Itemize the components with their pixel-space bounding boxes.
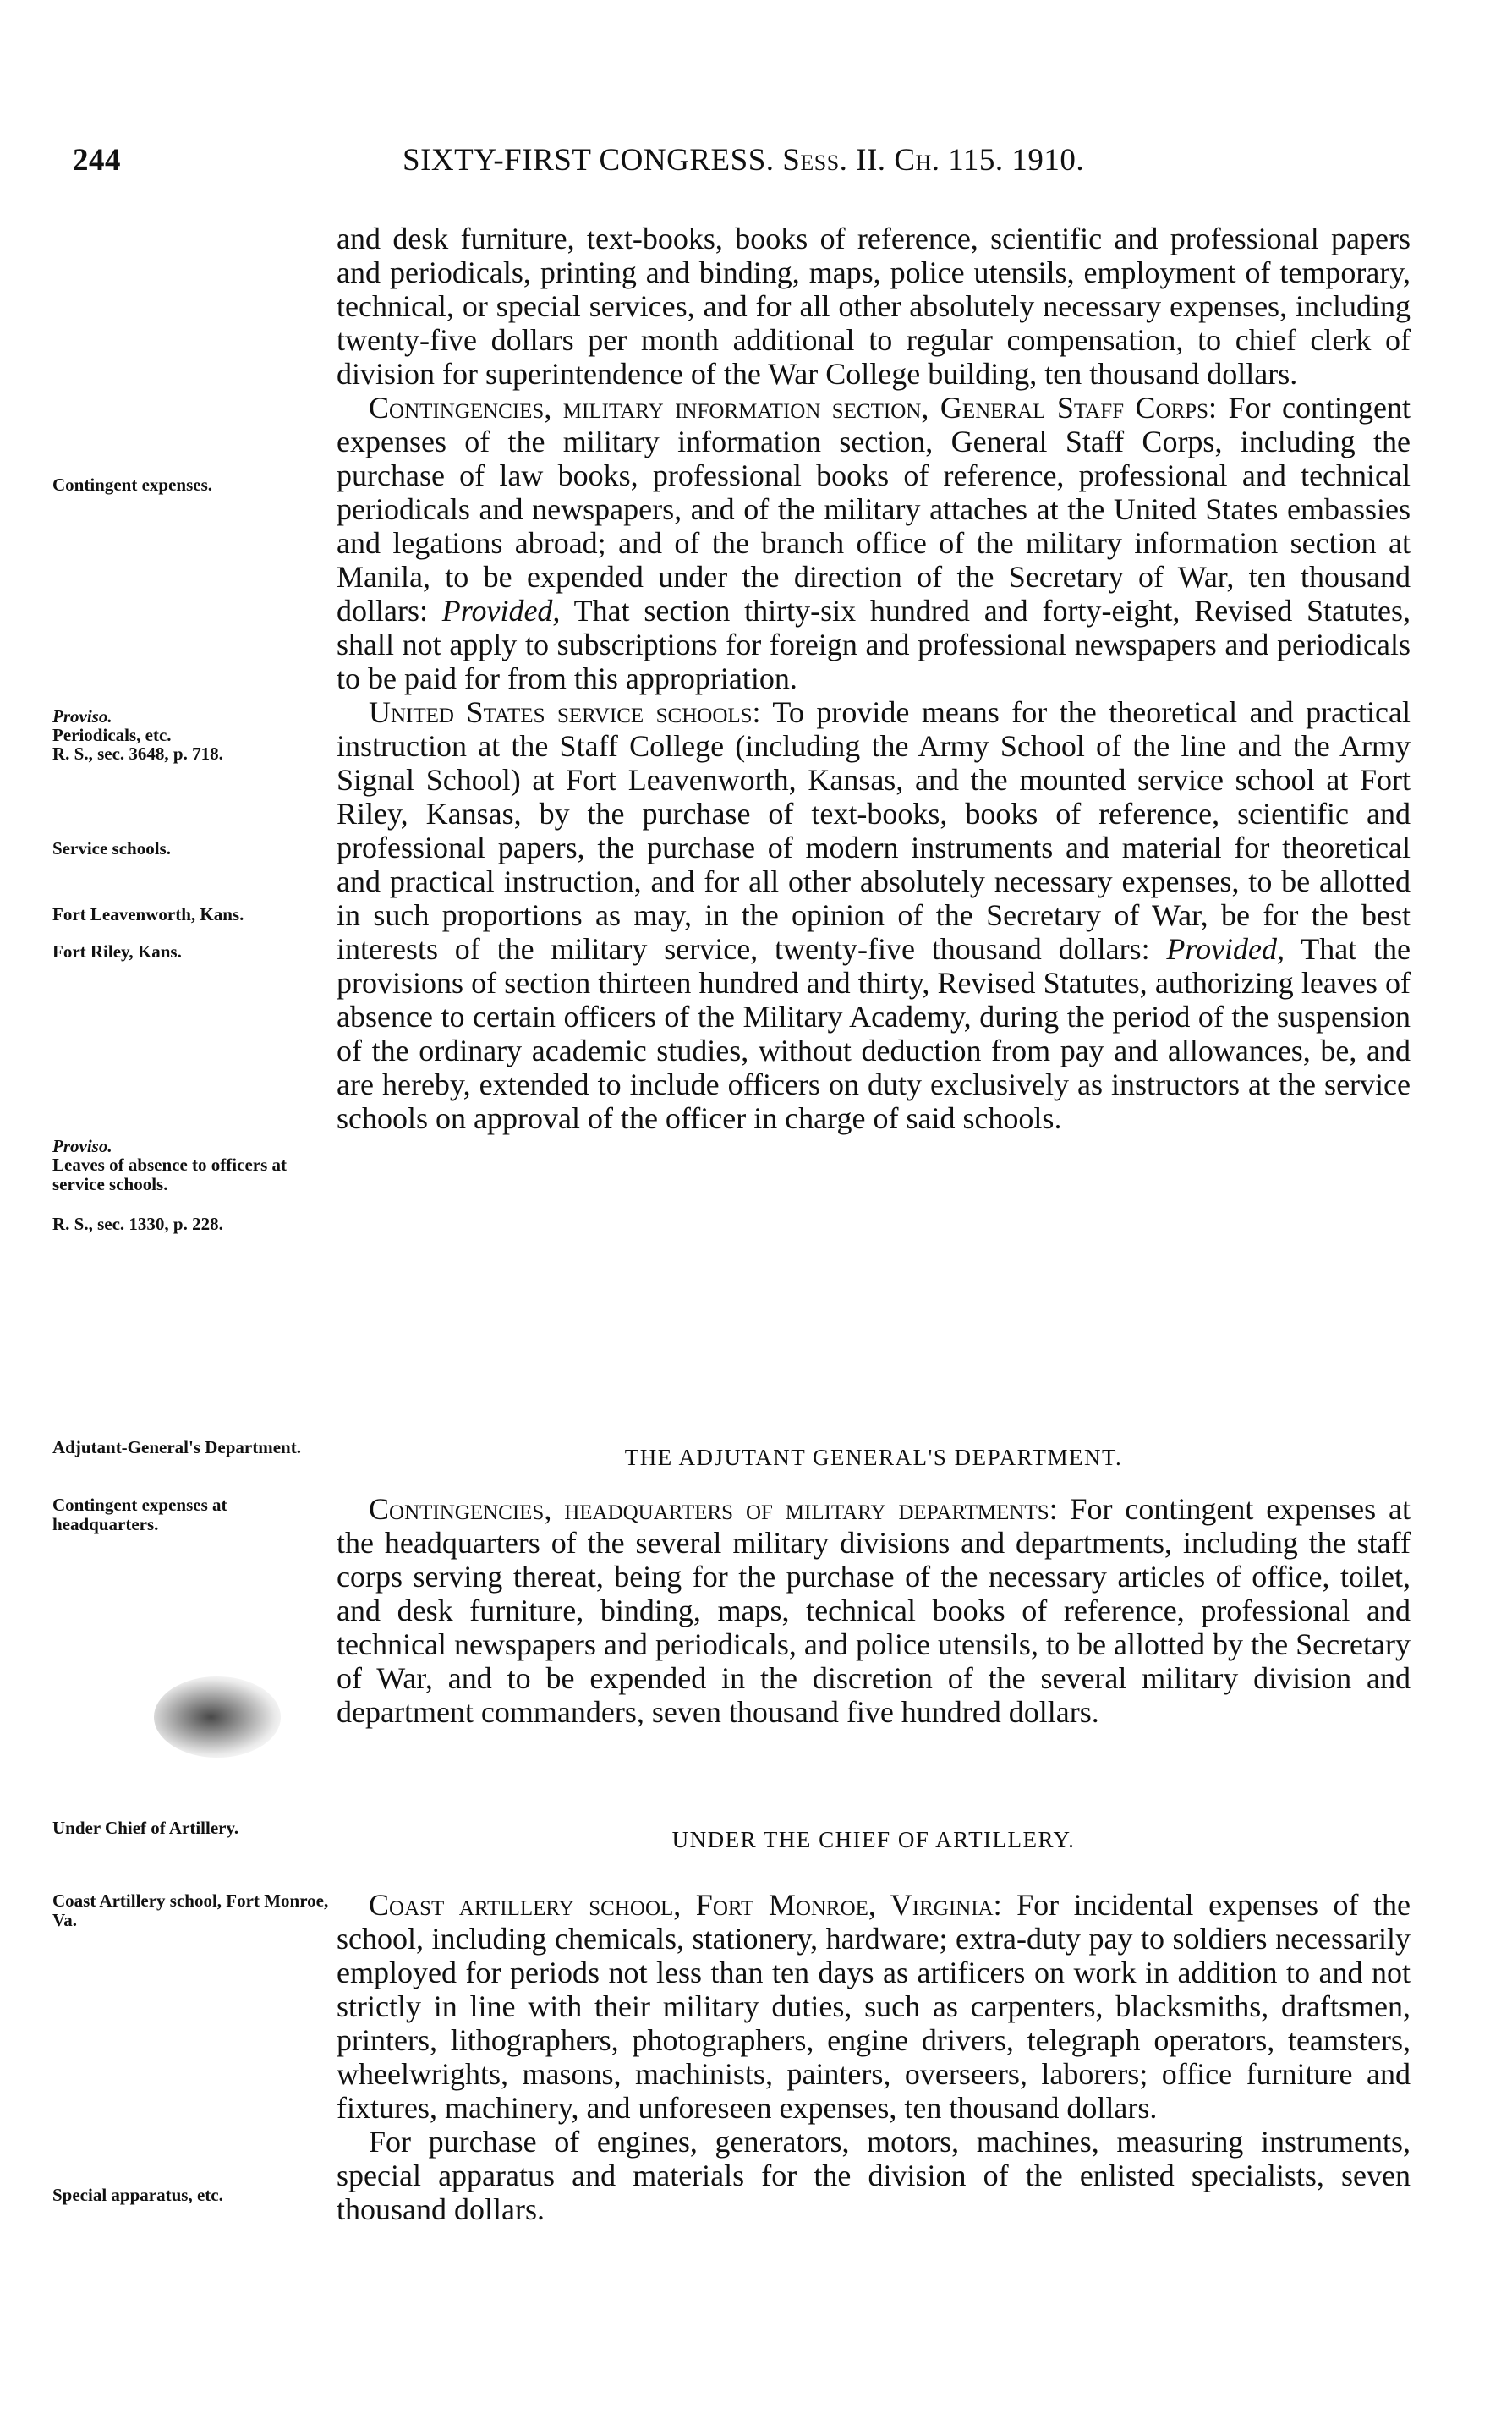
margin-note-leaves-of-absence: Leaves of absence to officers at service schools. [52,1155,287,1194]
year-label: 1910. [1011,143,1085,178]
margin-note-rs-3648: R. S., sec. 3648, p. 718. [52,743,223,764]
section-heading-adjutant-general: THE ADJUTANT GENERAL'S DEPARTMENT. [624,1445,1123,1470]
running-title [403,142,1084,178]
text-block-headquarters [337,1492,1411,1729]
heading-coast-artillery: Coast artillery school, Fort Monroe, Virginia: [369,1888,1002,1922]
margin-note-service-schools: Service schools. [52,838,171,859]
text-service-schools-b: That the provisions of section thirteen hundred and thirty, Revised Statutes, authorizing leaves of absence to certain officers of the Military Academy, during the period of the suspension of the ordinary academic studies, without deduction from pay and allowances, be, and are hereby, extended to include officers on duty exclusively as instructors at the service schools on approval of the officer in charge of said schools. [337,932,1411,1135]
margin-note-coast-artillery-school: Coast Artillery school, Fort Monroe, Va. [52,1890,329,1930]
heading-headquarters: Contingencies, headquarters of military departments: [369,1492,1058,1526]
margin-note-proviso-2: Proviso. [52,1136,112,1156]
margin-note-under-chief-artillery: Under Chief of Artillery. [52,1818,239,1838]
text-coast-artillery: For incidental expenses of the school, including chemicals, stationery, hardware; extra-duty pay to soldiers necessarily employed for periods not less than ten days as artificers on work in addition to and not strictly in line with their military duties, such as carpenters, blacksmiths, draftsmen, printers, lithographers, photographers, engine drivers, telegraph operators, teamsters, wheelwrights, masons, machinists, painters, overseers, laborers; office furniture and fixtures, machinery, and unforeseen expenses, ten thousand dollars. [337,1888,1411,2125]
heading-service-schools: United States service schools: [369,695,761,729]
paragraph-military-information [337,391,1411,695]
congress-title: SIXTY-FIRST CONGRESS. [403,143,775,178]
paragraph-special-apparatus: For purchase of engines, generators, motors, machines, measuring instruments, special apparatus and materials for the division of the enlisted specialists, seven thousand dollars. [337,2125,1411,2226]
text-military-information-a: For contingent expenses of the military information section, General Staff Corps, including the purchase of law books, professional books of reference, professional and technical periodicals and newspapers, and of the military attaches at the United States embassies and legations abroad; and of the branch office of the military information section at Manila, to be expended under the direction of the Secretary of War, ten thousand dollars: [337,391,1411,628]
text-service-schools-a: To provide means for the theoretical and practical instruction at the Staff College (including the Army School of the line and the Army Signal School) at Fort Leavenworth, Kansas, and the mounted service school at Fort Riley, Kansas, by the purchase of text-books, books of reference, scientific and professional papers, the purchase of modern instruments and material for theoretical and practical instruction, and for all other absolutely necessary expenses, to be allotted in such proportions as may, in the opinion of the Secretary of War, be for the best interests of the military service, twenty-five thousand dollars: [337,695,1411,966]
chapter-label: Ch. 115. [894,143,1004,178]
margin-note-fort-leavenworth: Fort Leavenworth, Kans. [52,904,244,924]
heading-military-information: Contingencies, military information section, General Staff Corps: [369,391,1218,425]
paragraph-coast-artillery [337,1888,1411,2125]
text-military-information-b: That section thirty-six hundred and forty-eight, Revised Statutes, shall not apply to subscriptions for foreign and professional newspapers and periodicals to be paid for from this appropriation. [337,594,1411,695]
margin-note-rs-1330: R. S., sec. 1330, p. 228. [52,1214,223,1234]
margin-note-periodicals: Periodicals, etc. [52,725,172,745]
margin-note-special-apparatus: Special apparatus, etc. [52,2185,223,2205]
page-header [73,142,1426,193]
paragraph-continuation: and desk furniture, text-books, books of reference, scientific and professional papers and periodicals, printing and binding, maps, police utensils, employment of temporary, technical, or special services, and for all other absolutely necessary expenses, including twenty-five dollars per month additional to regular compensation, to chief clerk of division for superintendence of the War College building, ten thousand dollars. [337,222,1411,391]
text-headquarters: For contingent expenses at the headquarters of the several military divisions and departments, including the staff corps serving thereat, being for the purchase of the necessary articles of office, toilet, and desk furniture, binding, maps, technical books of reference, professional and technical newspapers and periodicals, and police utensils, to be allotted by the Secretary of War, and to be expended in the discretion of the several military division and department commanders, seven thousand five hundred dollars. [337,1492,1411,1729]
margin-note-contingent-expenses: Contingent expenses. [52,475,213,495]
ink-smudge [154,1676,281,1758]
paragraph-headquarters [337,1492,1411,1729]
margin-note-fort-riley: Fort Riley, Kans. [52,941,182,962]
page-number: 244 [73,143,121,178]
provided-term-2: Provided, [1166,932,1285,966]
margin-note-contingent-hq: Contingent expenses at headquarters. [52,1495,227,1534]
provided-term-1: Provided, [441,594,561,628]
margin-note-proviso-1: Proviso. [52,706,112,727]
section-heading-chief-of-artillery: UNDER THE CHIEF OF ARTILLERY. [671,1827,1076,1852]
margin-note-adjutant-general: Adjutant-General's Department. [52,1437,301,1457]
text-block-artillery [337,1888,1411,2226]
session-label: Sess. II. [782,143,886,178]
paragraph-service-schools [337,695,1411,1135]
text-block-upper [337,222,1411,1135]
